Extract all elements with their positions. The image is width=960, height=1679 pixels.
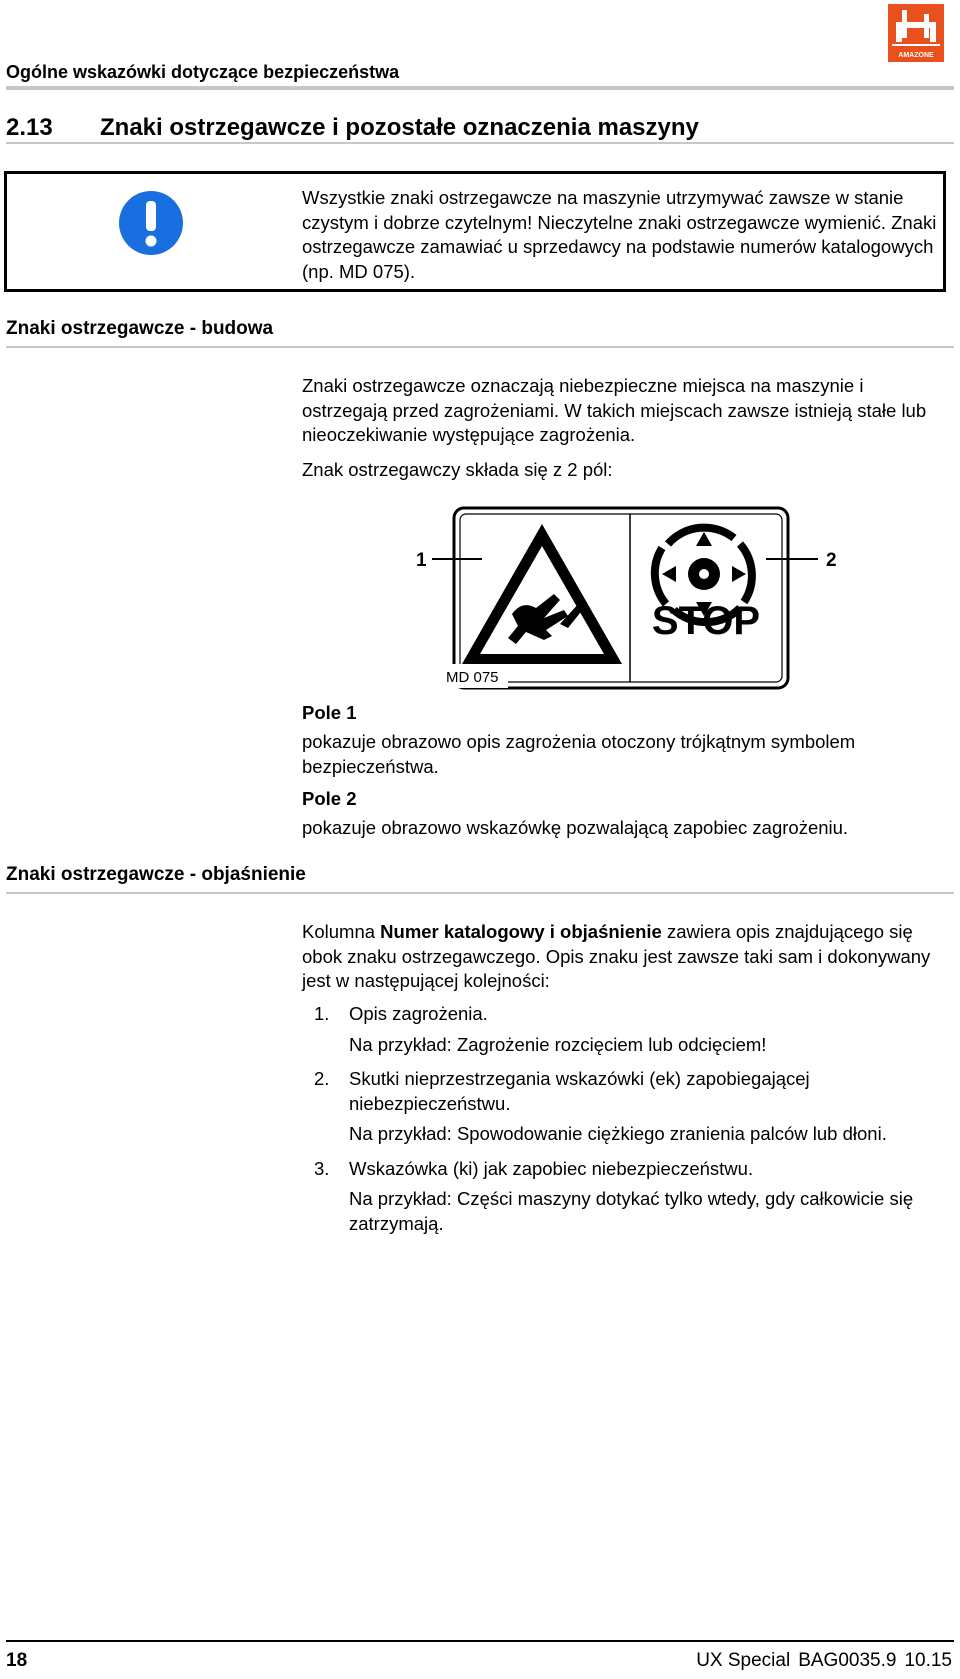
list-item bbox=[302, 1002, 952, 1057]
list-item bbox=[302, 1157, 952, 1237]
section-divider bbox=[6, 142, 954, 144]
field2-text: pokazuje obrazowo wskazówkę pozwalającą zapobiec zagrożeniu. bbox=[302, 817, 849, 838]
footer-doc-code: BAG0035.9 bbox=[798, 1650, 897, 1671]
list-item-example: Na przykład: Zagrożenie rozcięciem lub odcięciem! bbox=[349, 1033, 767, 1055]
logo-text: AMAZONE bbox=[898, 52, 934, 59]
page-number: 18 bbox=[6, 1650, 28, 1671]
callout-2: 2 bbox=[826, 550, 837, 571]
list-item-example: Na przykład: Części maszyny dotykać tylko wtedy, gdy całkowicie się zatrzymają. bbox=[349, 1188, 914, 1234]
running-title: Ogólne wskazówki dotyczące bezpieczeństwa bbox=[6, 62, 400, 82]
callout-1: 1 bbox=[416, 550, 427, 571]
budowa-para1: Znaki ostrzegawcze oznaczają niebezpieczne miejsca na maszynie i ostrzegają przed zagrożeniami. W takich miejscach zawsze istnieją stałe lub nieoczekiwanie występujące zagrożenia. bbox=[302, 375, 927, 445]
footer-doc-info bbox=[688, 1650, 952, 1672]
intro-text-before: Kolumna bbox=[302, 921, 381, 942]
intro-bold: Numer katalogowy i objaśnienie bbox=[380, 921, 662, 942]
budowa-heading: Znaki ostrzegawcze - budowa bbox=[6, 318, 274, 339]
list-item-number: 1. bbox=[314, 1003, 330, 1024]
objasnienie-intro bbox=[302, 920, 952, 994]
header-divider bbox=[6, 86, 954, 90]
footer-divider bbox=[6, 1640, 954, 1642]
notice-text: Wszystkie znaki ostrzegawcze na maszynie utrzymywać zawsze w stanie czystym i dobrze czytelnym! Nieczytelne znaki ostrzegawcze wymienić. Znaki ostrzegawcze zamawiać u sprzedawcy na podstawie numerów katalogowych (np. MD 075). bbox=[302, 187, 937, 282]
intro-text-after: zawiera opis znajdującego się obok znaku ostrzegawczego. Opis znaku jest zawsze taki sam i dokonywany jest w następującej kolejności: bbox=[302, 921, 931, 991]
list-item-text: Skutki nieprzestrzegania wskazówki (ek) zapobiegającej niebezpieczeństwu. bbox=[349, 1068, 810, 1114]
list-item-example: Na przykład: Spowodowanie ciężkiego zranienia palców lub dłoni. bbox=[349, 1123, 887, 1144]
objasnienie-divider bbox=[6, 892, 954, 894]
footer-date: 10.15 bbox=[904, 1650, 952, 1671]
field1-text: pokazuje obrazowo opis zagrożenia otoczony trójkątnym symbolem bezpieczeństwa. bbox=[302, 731, 856, 777]
budowa-para2: Znak ostrzegawczy składa się z 2 pól: bbox=[302, 459, 613, 480]
section-title bbox=[6, 114, 699, 142]
exclamation-circle-icon bbox=[118, 190, 184, 256]
warning-sign-md075 bbox=[404, 504, 844, 694]
list-item-number: 3. bbox=[314, 1157, 330, 1179]
list-item bbox=[302, 1067, 952, 1147]
explanation-list bbox=[302, 1002, 952, 1246]
section-title-text: Znaki ostrzegawcze i pozostałe oznaczenia maszyny bbox=[100, 114, 699, 141]
budowa-divider bbox=[6, 346, 954, 348]
list-item-number: 2. bbox=[314, 1068, 330, 1089]
section-number: 2.13 bbox=[6, 114, 53, 141]
catalog-number: MD 075 bbox=[446, 669, 499, 686]
field1-title: Pole 1 bbox=[302, 702, 357, 723]
stop-text: STOP bbox=[651, 599, 761, 643]
field2-title: Pole 2 bbox=[302, 788, 357, 809]
amazone-logo bbox=[888, 4, 944, 62]
list-item-text: Opis zagrożenia. bbox=[349, 1003, 488, 1024]
objasnienie-heading: Znaki ostrzegawcze - objaśnienie bbox=[6, 864, 306, 885]
list-item-text: Wskazówka (ki) jak zapobiec niebezpieczeństwu. bbox=[349, 1157, 754, 1179]
footer-product: UX Special bbox=[696, 1650, 791, 1671]
